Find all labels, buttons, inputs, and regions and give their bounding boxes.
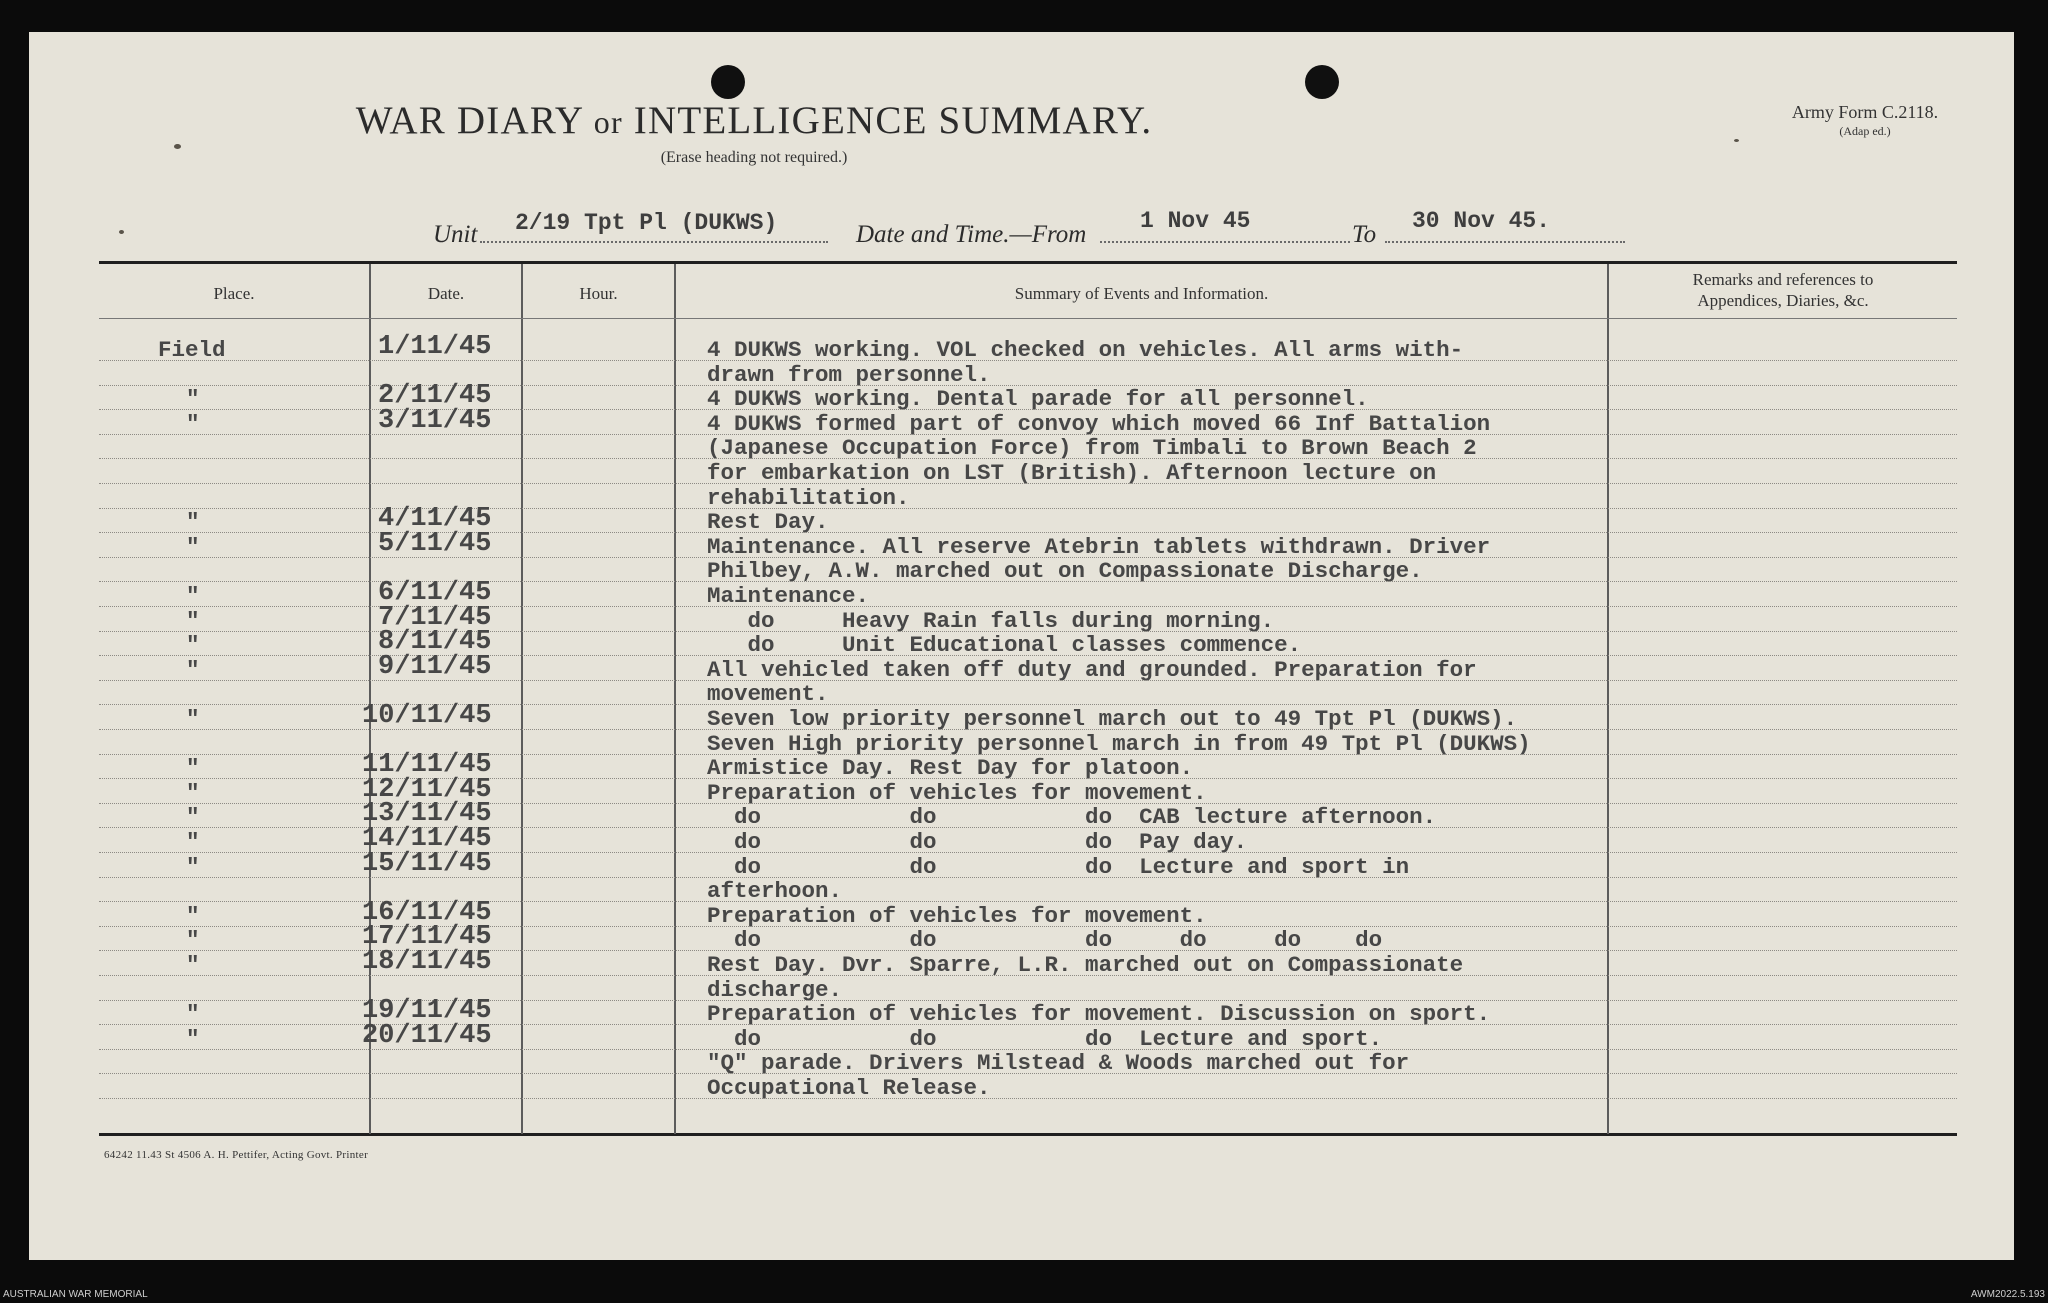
- entry-place: ": [186, 927, 200, 954]
- entry-summary-line: Preparation of vehicles for movement.: [707, 779, 1207, 806]
- footer-left: AUSTRALIAN WAR MEMORIAL: [3, 1289, 148, 1300]
- entry-date: 12/11/45: [362, 774, 492, 805]
- erase-note: (Erase heading not required.): [660, 149, 848, 166]
- entry-date: 17/11/45: [362, 922, 492, 953]
- entry-summary-line: Rest Day.: [707, 509, 829, 536]
- to-value: 30 Nov 45.: [1412, 208, 1551, 234]
- entry-summary-line: do do do Pay day.: [707, 829, 1248, 855]
- ruled-line: [99, 483, 1957, 484]
- entry-summary-line: 4 DUKWS formed part of convoy which moved 66 Inf Battalion: [707, 410, 1491, 437]
- entry-date: 3/11/45: [378, 405, 492, 436]
- ruled-line: [99, 877, 1957, 878]
- column-divider: [521, 264, 523, 1134]
- entry-place: Field: [158, 337, 226, 363]
- entry-summary-line: discharge.: [707, 976, 843, 1003]
- header-underline: [99, 318, 1957, 319]
- page-title: [29, 98, 1479, 143]
- entry-summary-line: drawn from personnel.: [707, 361, 991, 388]
- footer-right: AWM2022.5.193: [1970, 1289, 2045, 1300]
- ruled-line: [99, 360, 1957, 361]
- entry-summary-line: Philbey, A.W. marched out on Compassionate Discharge.: [707, 558, 1423, 585]
- unit-label: Unit: [433, 221, 478, 248]
- entry-date: 13/11/45: [362, 799, 492, 830]
- column-divider: [1607, 264, 1609, 1134]
- column-divider: [674, 264, 676, 1134]
- entry-place: ": [186, 1025, 200, 1052]
- table-top-rule: [99, 261, 1957, 264]
- entry-place: ": [186, 779, 200, 806]
- entry-summary-line: Armistice Day. Rest Day for platoon.: [707, 755, 1194, 782]
- ruled-line: [99, 975, 1957, 976]
- entry-date: 15/11/45: [362, 848, 492, 879]
- entry-summary-line: All vehicled taken off duty and grounded. Preparation for: [707, 656, 1477, 683]
- unit-line: [480, 241, 828, 243]
- entry-summary-line: 4 DUKWS working. VOL checked on vehicles. All arms with-: [707, 337, 1464, 363]
- entry-place: ": [186, 853, 200, 880]
- entry-summary-line: do do do Lecture and sport in: [707, 853, 1410, 880]
- column-header-place: Place.: [213, 284, 255, 303]
- entry-summary-line: do do do Lecture and sport.: [707, 1025, 1383, 1052]
- entry-summary-line: Occupational Release.: [707, 1075, 991, 1101]
- entry-date: 9/11/45: [378, 651, 492, 682]
- entry-place: ": [186, 1001, 200, 1028]
- punch-hole-left: [711, 65, 745, 99]
- table-bottom-rule: [99, 1133, 1957, 1136]
- entry-summary-line: rehabilitation.: [707, 484, 910, 511]
- column-header-hour: Hour.: [579, 284, 618, 303]
- entry-date: 18/11/45: [362, 947, 492, 977]
- entry-summary-line: Preparation of vehicles for movement.: [707, 902, 1207, 929]
- entry-place: ": [186, 533, 200, 560]
- entry-place: ": [186, 632, 200, 659]
- entry-date: 1/11/45: [378, 332, 492, 362]
- printer-imprint: 64242 11.43 St 4506 A. H. Pettifer, Acting Govt. Printer: [104, 1149, 369, 1161]
- paper-mark: [1734, 139, 1739, 142]
- ruled-line: [99, 729, 1957, 730]
- punch-hole-right: [1305, 65, 1339, 99]
- column-header-date: Date.: [427, 284, 465, 303]
- from-value: 1 Nov 45: [1140, 208, 1251, 234]
- entry-place: ": [186, 829, 200, 855]
- column-header-remarks-line-1: Remarks and references to: [1692, 270, 1874, 289]
- entry-summary-line: Maintenance. All reserve Atebrin tablets withdrawn. Driver: [707, 533, 1491, 560]
- entry-date: 14/11/45: [362, 824, 492, 854]
- to-line: [1385, 241, 1625, 243]
- entry-date: 2/11/45: [378, 381, 492, 412]
- entry-place: ": [186, 804, 200, 831]
- title-or: or: [593, 104, 623, 140]
- entry-place: ": [186, 386, 200, 413]
- entry-summary-line: Rest Day. Dvr. Sparre, L.R. marched out on Compassionate: [707, 952, 1464, 978]
- entry-place: ": [186, 706, 200, 732]
- form-number: [1755, 102, 1975, 138]
- entry-summary-line: Preparation of vehicles for movement. Discussion on sport.: [707, 1001, 1491, 1028]
- entry-place: ": [186, 410, 200, 437]
- ruled-line: [99, 1098, 1957, 1099]
- entry-summary-line: 4 DUKWS working. Dental parade for all personnel.: [707, 386, 1369, 413]
- entry-summary-line: do do do do do do: [707, 927, 1383, 954]
- unit-value: 2/19 Tpt Pl (DUKWS): [515, 210, 778, 236]
- entry-summary-line: do do do CAB lecture afternoon.: [707, 804, 1437, 831]
- entry-summary-line: Maintenance.: [707, 583, 870, 609]
- entry-summary-line: do Heavy Rain falls during morning.: [707, 607, 1275, 634]
- entry-date: 5/11/45: [378, 528, 492, 559]
- entry-place: ": [186, 509, 200, 536]
- form-number-main: Army Form C.2118.: [1791, 102, 1939, 122]
- entry-place: ": [186, 656, 200, 683]
- date-time-label: Date and Time.—From: [856, 221, 1087, 248]
- entry-place: ": [186, 583, 200, 609]
- entry-date: 4/11/45: [378, 504, 492, 535]
- entry-date: 8/11/45: [378, 627, 492, 658]
- ruled-line: [99, 1073, 1957, 1074]
- entry-place: ": [186, 902, 200, 929]
- to-label: To: [1352, 221, 1377, 248]
- column-header-summary: Summary of Events and Information.: [1014, 284, 1269, 303]
- column-header-remarks-line-2: Appendices, Diaries, &c.: [1697, 291, 1869, 310]
- entry-summary-line: for embarkation on LST (British). Afternoon lecture on: [707, 460, 1437, 486]
- entry-date: 11/11/45: [362, 750, 492, 781]
- entry-summary-line: Seven low priority personnel march out to 49 Tpt Pl (DUKWS).: [707, 706, 1518, 732]
- title-tail: INTELLIGENCE SUMMARY.: [633, 99, 1153, 142]
- from-line: [1100, 241, 1350, 243]
- paper-mark: [119, 230, 124, 234]
- entry-summary-line: "Q" parade. Drivers Milstead & Woods marched out for: [707, 1050, 1410, 1077]
- entry-summary-line: afterhoon.: [707, 878, 843, 905]
- entry-date: 19/11/45: [362, 996, 492, 1027]
- form-number-sub: (Adap ed.): [1839, 123, 1891, 138]
- title-main: WAR DIARY: [355, 99, 583, 142]
- entry-summary-line: movement.: [707, 681, 829, 708]
- column-header-remarks: [1609, 269, 1957, 311]
- entry-date: 16/11/45: [362, 897, 492, 928]
- ruled-line: [99, 680, 1957, 681]
- entry-summary-line: do Unit Educational classes commence.: [707, 632, 1302, 659]
- entry-date: 7/11/45: [378, 602, 492, 633]
- entry-date: 20/11/45: [362, 1020, 492, 1051]
- entry-place: ": [186, 607, 200, 634]
- entry-summary-line: Seven High priority personnel march in from 49 Tpt Pl (DUKWS): [707, 730, 1531, 757]
- entry-place: ": [186, 755, 200, 782]
- entry-date: 10/11/45: [362, 701, 492, 731]
- entry-date: 6/11/45: [378, 578, 492, 608]
- entry-place: ": [186, 952, 200, 978]
- entry-summary-line: (Japanese Occupation Force) from Timbali to Brown Beach 2: [707, 435, 1477, 462]
